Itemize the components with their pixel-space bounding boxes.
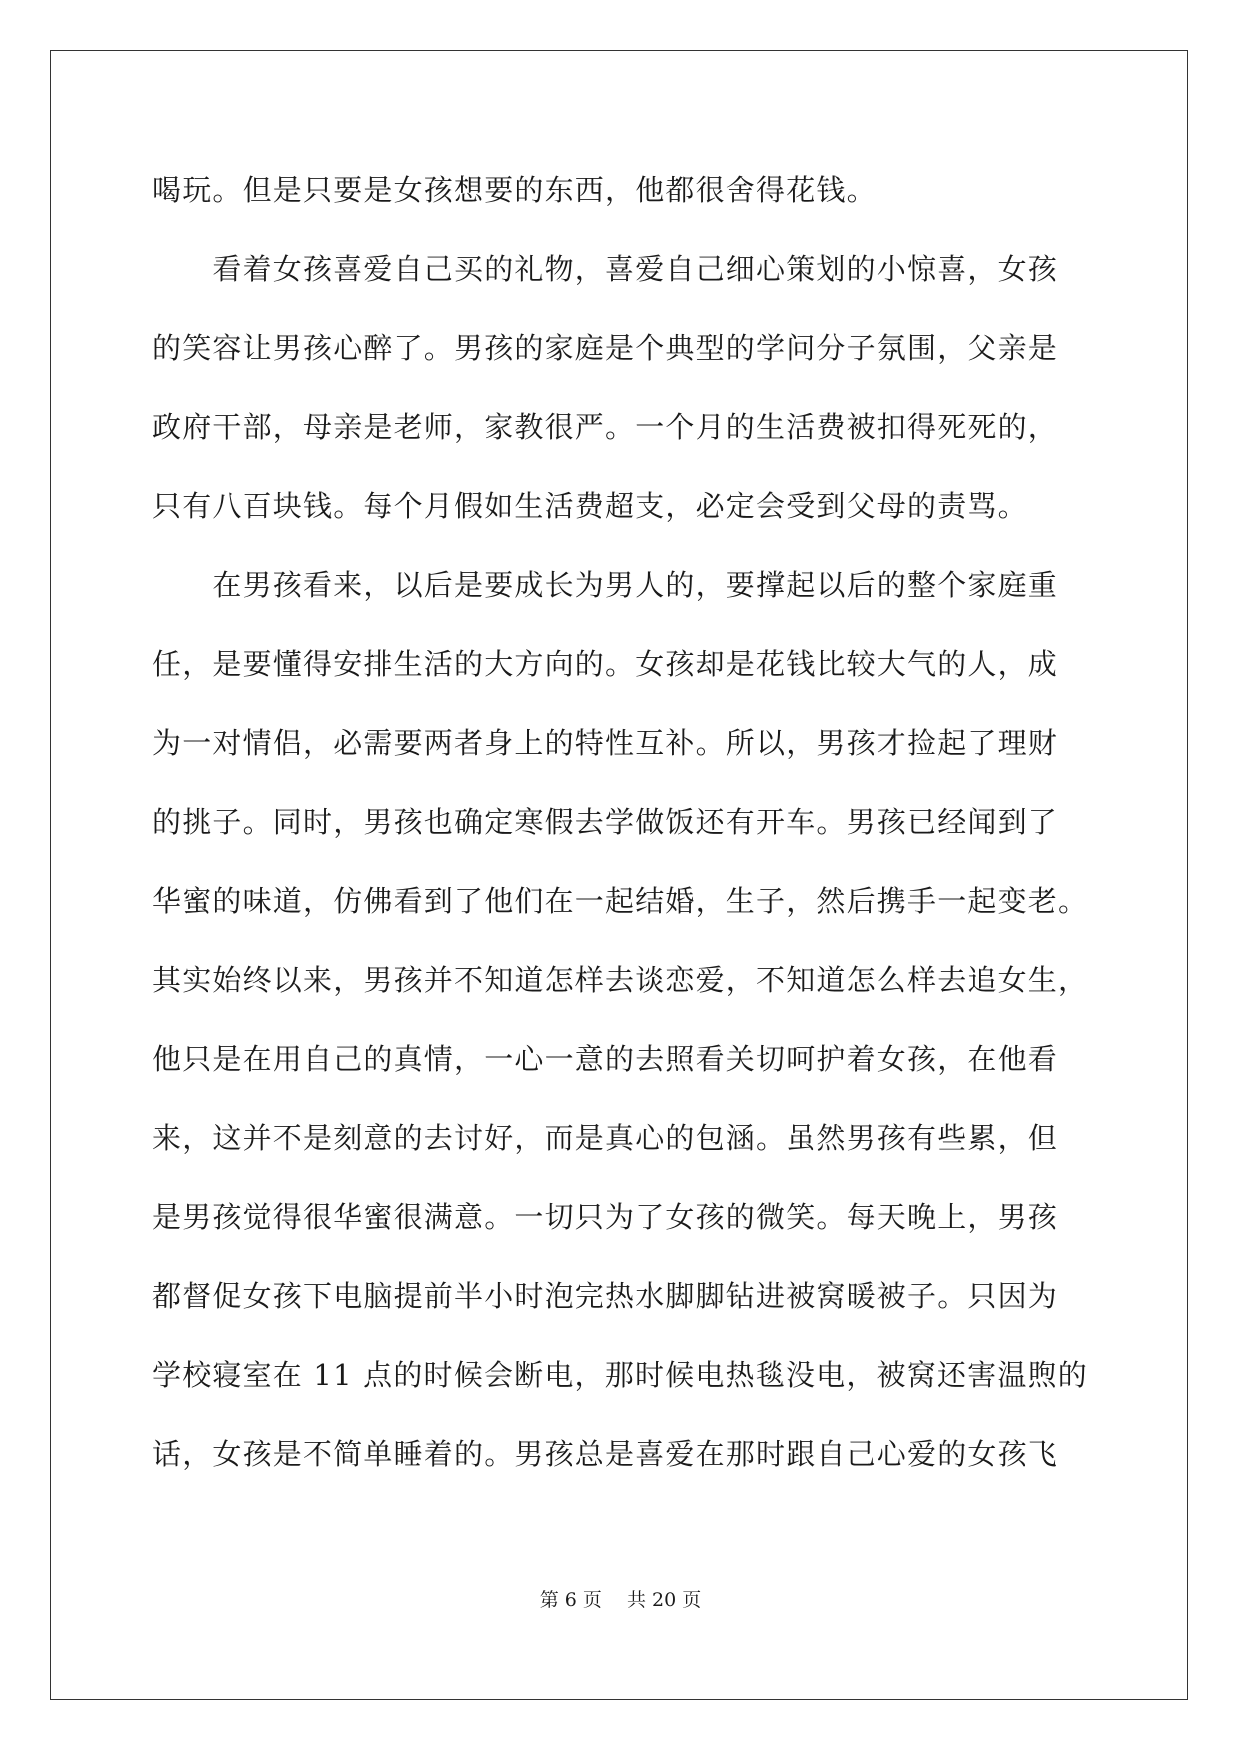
text-line: 在男孩看来，以后是要成长为男人的，要撑起以后的整个家庭重 (152, 568, 1059, 602)
text-line: 的挑子。同时，男孩也确定寒假去学做饭还有开车。男孩已经闻到了 (152, 805, 1059, 839)
text-line: 他只是在用自己的真情，一心一意的去照看关切呵护着女孩，在他看 (152, 1042, 1059, 1076)
text-line: 话，女孩是不简单睡着的。男孩总是喜爱在那时跟自己心爱的女孩飞 (152, 1437, 1059, 1471)
text-line: 来，这并不是刻意的去讨好，而是真心的包涵。虽然男孩有些累，但 (152, 1121, 1059, 1155)
text-line: 喝玩。但是只要是女孩想要的东西，他都很舍得花钱。 (152, 173, 877, 207)
text-line: 的笑容让男孩心醉了。男孩的家庭是个典型的学问分子氛围，父亲是 (152, 331, 1059, 365)
text-line: 是男孩觉得很华蜜很满意。一切只为了女孩的微笑。每天晚上，男孩 (152, 1200, 1059, 1234)
text-line: 看着女孩喜爱自己买的礼物，喜爱自己细心策划的小惊喜，女孩 (152, 252, 1059, 286)
text-line: 任，是要懂得安排生活的大方向的。女孩却是花钱比较大气的人，成 (152, 647, 1059, 681)
text-line: 政府干部，母亲是老师，家教很严。一个月的生活费被扣得死死的， (152, 410, 1059, 444)
text-line: 华蜜的味道，仿佛看到了他们在一起结婚，生子，然后携手一起变老。 (152, 884, 1089, 918)
text-line: 其实始终以来，男孩并不知道怎样去谈恋爱，不知道怎么样去追女生， (152, 963, 1089, 997)
page-number-footer: 第 6 页 共 20 页 (539, 1589, 702, 1611)
text-line: 学校寝室在 11 点的时候会断电，那时候电热毯没电，被窝还害温煦的 (152, 1358, 1088, 1392)
text-line: 只有八百块钱。每个月假如生活费超支，必定会受到父母的责骂。 (152, 489, 1028, 523)
text-line: 都督促女孩下电脑提前半小时泡完热水脚脚钻进被窝暖被子。只因为 (152, 1279, 1059, 1313)
text-line: 为一对情侣，必需要两者身上的特性互补。所以，男孩才捡起了理财 (152, 726, 1059, 760)
